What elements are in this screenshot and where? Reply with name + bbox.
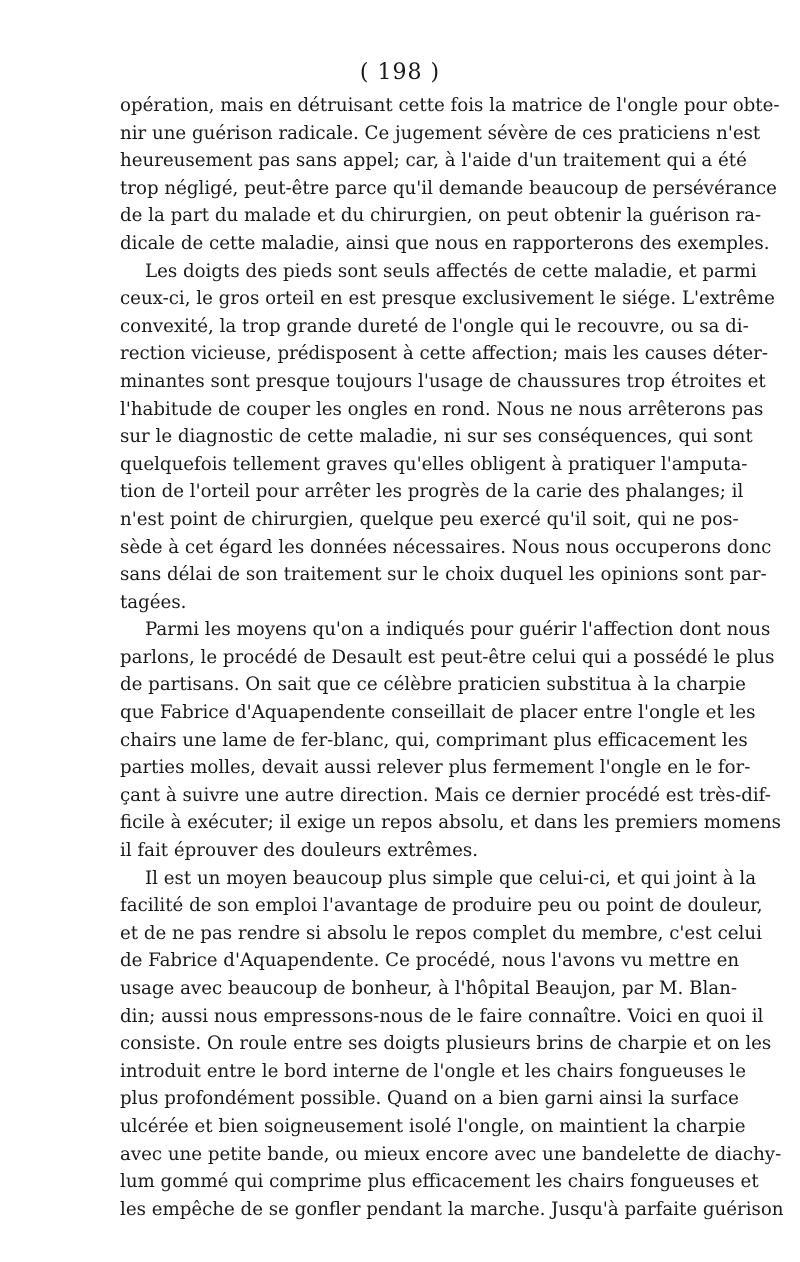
text-line: que Fabrice d'Aquapendente conseillait de placer entre l'ongle et les: [120, 702, 756, 724]
paragraph: [120, 92, 780, 258]
text-line: rection vicieuse, prédisposent à cette affection; mais les causes déter-: [120, 343, 768, 365]
text-line: tion de l'orteil pour arrêter les progrès de la carie des phalanges; il: [120, 481, 744, 503]
text-line: consiste. On roule entre ses doigts plusieurs brins de charpie et on les: [120, 1033, 772, 1055]
text-line: ulcérée et bien soigneusement isolé l'ongle, on maintient la charpie: [120, 1115, 746, 1137]
text-line: minantes sont presque toujours l'usage de chaussures trop étroites et: [120, 370, 766, 392]
text-line: ficile à exécuter; il exige un repos absolu, et dans les premiers momens: [120, 812, 782, 834]
text-line: Les doigts des pieds sont seuls affectés de cette maladie, et parmi: [145, 260, 757, 282]
text-line: sans délai de son traitement sur le choix duquel les opinions sont par-: [120, 564, 767, 586]
text-line: Il est un moyen beaucoup plus simple que celui-ci, et qui joint à la: [145, 867, 757, 889]
text-line: usage avec beaucoup de bonheur, à l'hôpital Beaujon, par M. Blan-: [120, 978, 737, 999]
text-line: sur le diagnostic de cette maladie, ni sur ses conséquences, qui sont: [120, 426, 753, 448]
text-line: quelquefois tellement graves qu'elles obligent à pratiquer l'amputa-: [120, 453, 748, 475]
text-line: facilité de son emploi l'avantage de produire peu ou point de douleur,: [120, 895, 763, 917]
text-line: trop négligé, peut-être parce qu'il demande beaucoup de persévérance: [120, 177, 777, 199]
text-line: et de ne pas rendre si absolu le repos complet du membre, c'est celui: [120, 922, 762, 944]
text-line: ceux-ci, le gros orteil en est presque exclusivement le siége. L'extrême: [120, 288, 775, 310]
text-line: de Fabrice d'Aquapendente. Ce procédé, nous l'avons vu mettre en: [120, 950, 740, 972]
text-line: de partisans. On sait que ce célèbre praticien substitua à la charpie: [120, 674, 746, 696]
text-line: çant à suivre une autre direction. Mais ce dernier procédé est très-dif-: [120, 784, 771, 806]
paragraph: [120, 865, 784, 1224]
text-line: Parmi les moyens qu'on a indiqués pour guérir l'affection dont nous: [145, 619, 771, 641]
text-line: sède à cet égard les données nécessaires. Nous nous occuperons donc: [120, 536, 772, 558]
paragraph: [120, 616, 782, 864]
text-line: l'habitude de couper les ongles en rond. Nous ne nous arrêterons pas: [120, 398, 764, 420]
text-line: tagées.: [120, 591, 187, 613]
text-line: convexité, la trop grande dureté de l'ongle qui le recouvre, ou sa di-: [120, 315, 749, 337]
paragraph: [120, 258, 775, 617]
text-line: din; aussi nous empressons-nous de le faire connaître. Voici en quoi il: [120, 1005, 764, 1027]
text-line: avec une petite bande, ou mieux encore avec une bandelette de diachy-: [120, 1143, 782, 1165]
text-line: n'est point de chirurgien, quelque peu exercé qu'il soit, qui ne pos-: [120, 508, 739, 530]
text-line: de la part du malade et du chirurgien, on peut obtenir la guérison ra-: [120, 205, 762, 227]
text-line: il fait éprouver des douleurs extrêmes.: [120, 840, 479, 862]
text-line: les empêche de se gonfler pendant la marche. Jusqu'à parfaite guérison: [120, 1198, 784, 1220]
text-line: introduit entre le bord interne de l'ongle et les chairs fongueuses le: [120, 1060, 747, 1082]
text-line: opération, mais en détruisant cette fois la matrice de l'ongle pour obte-: [120, 95, 780, 116]
text-line: chairs une lame de fer-blanc, qui, comprimant plus efficacement les: [120, 729, 748, 751]
text-line: parlons, le procédé de Desault est peut-être celui qui a possédé le plus: [120, 646, 775, 668]
text-line: heureusement pas sans appel; car, à l'aide d'un traitement qui a été: [120, 150, 747, 172]
text-line: dicale de cette maladie, ainsi que nous en rapporterons des exemples.: [120, 232, 770, 254]
text-line: lum gommé qui comprime plus efficacement les chairs fongueuses et: [120, 1171, 759, 1193]
page-number: ( 198 ): [359, 60, 441, 85]
text-line: nir une guérison radicale. Ce jugement sévère de ces praticiens n'est: [120, 122, 761, 144]
text-line: plus profondément possible. Quand on a bien garni ainsi la surface: [120, 1088, 739, 1110]
body-text: [120, 92, 784, 1223]
text-line: parties molles, devait aussi relever plus fermement l'ongle en le for-: [120, 757, 751, 779]
